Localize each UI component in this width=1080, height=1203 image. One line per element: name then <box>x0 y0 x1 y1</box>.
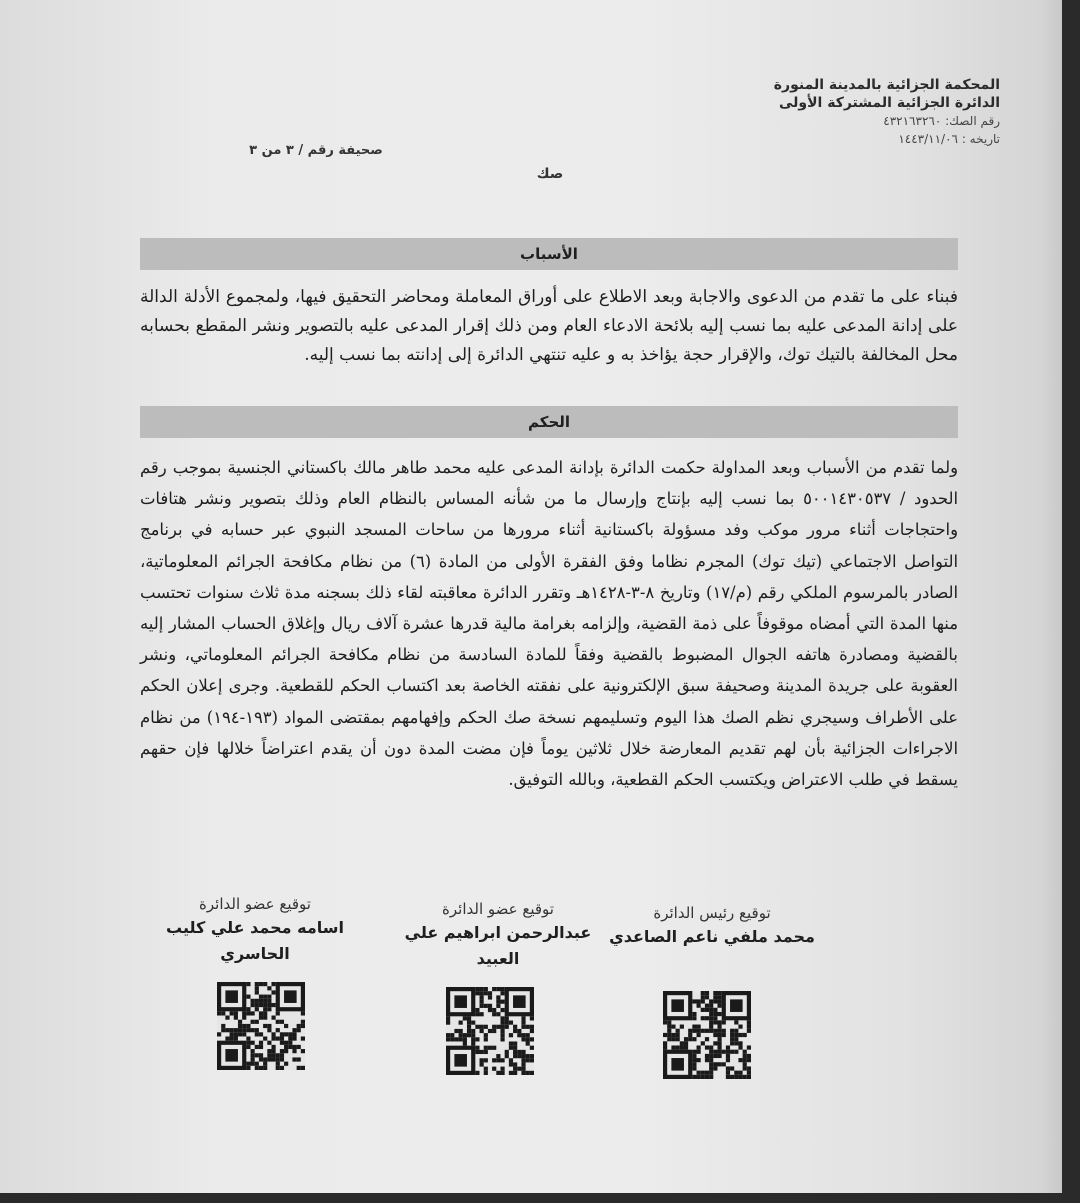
deed-number-label: رقم الصك: <box>945 114 1000 128</box>
signature-title: توقيع عضو الدائرة <box>442 900 554 918</box>
signature-name: اسامه محمد علي كليب الحاسري <box>166 918 344 963</box>
signature-name: محمد ملفي ناعم الصاعدي <box>609 927 815 946</box>
deed-number: ٤٣٢١٦٣٢٦٠ <box>883 114 942 128</box>
circuit-name: الدائرة الجزائية المشتركة الأولى <box>779 95 1000 111</box>
signature-chief <box>597 904 827 950</box>
court-header <box>700 76 1000 148</box>
signature-title: توقيع رئيس الدائرة <box>653 904 771 922</box>
document-type: صك <box>536 166 564 182</box>
verdict-heading: الحكم <box>140 406 958 438</box>
qr-code-icon <box>446 987 534 1075</box>
signature-title: توقيع عضو الدائرة <box>199 895 311 913</box>
deed-number-line <box>700 112 1000 130</box>
page-number: صحيفة رقم / ٣ من ٣ <box>249 143 383 158</box>
verdict-paragraph: ولما تقدم من الأسباب وبعد المداولة حكمت الدائرة بإدانة المدعى عليه محمد طاهر مالك باكستاني الجنسية بموجب رقم الحدود / ٥٠٠١٤٣٠٥٣٧ بما نسب إليه بإنتاج وإرسال ما من شأنه المساس بالنظام العام وذلك بتصوير ونشر هتافات واحتجاجات أثناء مرور موكب وفد مسؤولة باكستانية أثناء مرورها من ساحات المسجد النبوي عبر حسابه في برنامج التواصل الاجتماعي (تيك توك) المجرم نظاما وفق الفقرة الأولى من المادة (٦) من نظام مكافحة الجرائم المعلوماتية، الصادر بالمرسوم الملكي رقم (م/١٧) وتاريخ ٨-٣-١٤٢٨هـ وتقرر الدائرة معاقبته لقاء ذلك بسجنه مدة ثلاث سنوات تحتسب منها المدة التي أمضاه موقوفاً على ذمة القضية، وإلزامه بغرامة مالية قدرها عشرة آلاف ريال وإغلاق الحساب المشار إليه بالقضية ومصادرة هاتفه الجوال المضبوط بالقضية وفقاً للمادة السادسة من نظام مكافحة الجرائم المعلوماتي، ونشر العقوبة على جريدة المدينة وصحيفة سبق الإلكترونية على نفقته الخاصة بعد اكتساب الحكم للقطعية. وجرى إعلان الحكم على الأطراف وسيجري نظم الصك هذا اليوم وتسليمهم نسخة صك الحكم وإفهامهم بمقتضى المواد (١٩٣-١٩٤) من نظام الاجراءات الجزائية بأن لهم تقديم المعارضة خلال ثلاثين يوماً فإن مضت المدة دون أن يقدم اعتراضاً خلالها فإن حقهم يسقط في طلب الاعتراض ويكتسب الحكم القطعية، وبالله التوفيق. <box>140 458 959 790</box>
qr-code-icon <box>217 982 305 1070</box>
date-line <box>700 130 1000 148</box>
date-value: ١٤٤٣/١١/٠٦ <box>898 132 958 146</box>
court-name: المحكمة الجزائية بالمدينة المنورة <box>773 77 1000 93</box>
signature-member-2 <box>140 895 370 967</box>
page-edge-shadow <box>1040 0 1062 1193</box>
reasons-paragraph: فبناء على ما تقدم من الدعوى والاجابة وبعد الاطلاع على أوراق المعاملة ومحاضر التحقيق فيها، ولمجموع الأدلة الدالة على إدانة المدعى عليه بما نسب إليه بلائحة الادعاء العام ومن ذلك إقرار المدعى عليه بالتصوير ونشر المقطع بحسابه محل المخالفة بالتيك توك، والإقرار حجة يؤاخذ به و عليه تنتهي الدائرة إلى إدانته بما نسب إليه. <box>140 287 958 365</box>
signature-member-1 <box>383 900 613 972</box>
date-label: تاريخه : <box>961 132 1000 146</box>
qr-code-icon <box>663 991 751 1079</box>
reasons-heading: الأسباب <box>140 238 958 270</box>
signature-name: عبدالرحمن ابراهيم علي العبيد <box>404 923 592 968</box>
